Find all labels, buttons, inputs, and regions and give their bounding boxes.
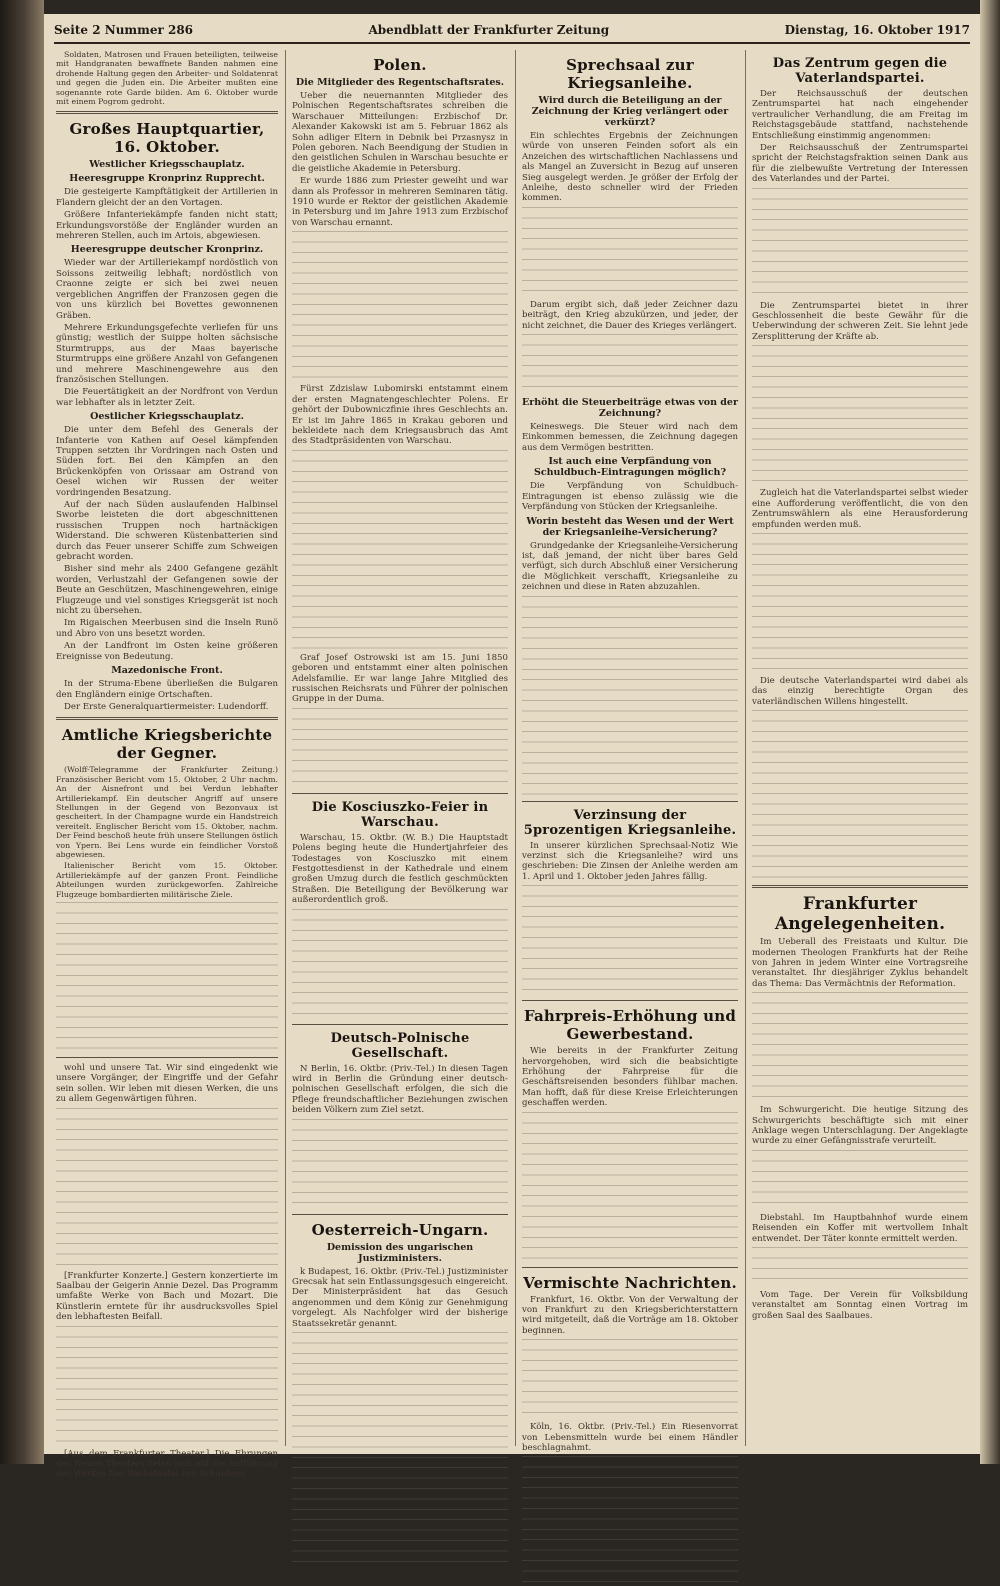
divider	[522, 1000, 738, 1001]
illegible-text-block	[522, 1456, 738, 1586]
headline-polen: Polen.	[373, 56, 427, 74]
subheading: Wird durch die Beteiligung an der Zeichnung der Krieg verlängert oder verkürzt?	[531, 95, 729, 128]
article-text: Frankfurt, 16. Oktbr. Von der Verwaltung der von Frankfurt zu den Kriegsberichterstattern wird mitgeteilt, daß die Vorträge am 18. Oktober beginnen.	[522, 1294, 738, 1336]
headline-zentrum: Das Zentrum gegen die Vaterlandspartei.	[772, 56, 948, 86]
headline-sprechsaal: Sprechsaal zur Kriegsanleihe.	[566, 56, 694, 92]
article-text: Die gesteigerte Kampftätigkeit der Artillerien in Flandern gleicht der an den Vortagen.	[56, 187, 278, 208]
article-text: Diebstahl. Im Hauptbahnhof wurde einem Reisenden ein Koffer mit wertvollem Inhalt entwendet. Der Täter konnte ermittelt werden.	[752, 1212, 968, 1244]
illegible-text-block	[752, 188, 968, 298]
subheading: Worin besteht das Wesen und der Wert der Kriegsanleihe-Versicherung?	[526, 515, 734, 538]
header-date: Dienstag, 16. Oktober 1917	[784, 23, 970, 37]
article-text: Keineswegs. Die Steuer wird nach dem Einkommen bemessen, die Zeichnung dagegen aus dem Vermögen bestritten.	[522, 422, 738, 453]
illegible-text-block	[752, 1247, 968, 1287]
headline-fahrpreis: Fahrpreis-Erhöhung und Gewerbestand.	[523, 1007, 737, 1044]
article-text: Der Reichsausschuß der deutschen Zentrumspartei hat nach eingehender vertraulicher Verhandlung, die am Freitag im Reichstagsgebäude stattfand, nachstehende Entschließung einstimmig angenommen:	[752, 89, 968, 141]
article-text: Zugleich hat die Vaterlandspartei selbst wieder eine Aufforderung veröffentlicht, die von den Zentrumswählern als eine Herausforderung empfunden werden muß.	[752, 488, 968, 530]
article-text: Graf Josef Ostrowski ist am 15. Juni 1850 geboren und entstammt einer alten polnischen Adelsfamilie. Er war lange Jahre Mitglied des russischen Reichsrats und Führer der polnischen Gruppe in der Duma.	[292, 652, 508, 705]
divider	[56, 1057, 278, 1058]
divider	[522, 801, 738, 802]
article-text: Der Reichsausschuß der Zentrumspartei spricht der Reichstagsfraktion seinen Dank aus für die zielbewußte Vertretung der Interessen des Vaterlandes und der Partei.	[752, 143, 968, 185]
divider	[752, 885, 968, 888]
article-text: [Frankfurter Konzerte.] Gestern konzertierte im Saalbau der Geigerin Annie Dezel. Das Programm umfaßte Werke von Bach und Mozart. Die Künstlerin erntete für ihr ausdrucksvolles Spiel den lebhaftesten Beifall.	[56, 1270, 278, 1323]
header-masthead: Abendblatt der Frankfurter Zeitung	[368, 23, 610, 37]
subheading: Heeresgruppe deutscher Kronprinz.	[70, 244, 264, 256]
article-text: Im Ueberall des Freistaats und Kultur. Die modernen Theologen Frankfurts hat der Reihe von Jahren in jedem Winter eine Vortragsreihe veranstaltet. Ihr diesjähriger Zyklus behandelt das Thema: Das Vermächtnis der Reformation.	[752, 937, 968, 989]
article-text: Die Verpfändung von Schuldbuch-Eintragungen ist ebenso zulässig wie die Verpfändung von Stücken der Kriegsanleihe.	[522, 481, 738, 513]
article-text: Größere Infanteriekämpfe fanden nicht statt; Erkundungsvorstöße der Engländer wurden an mehreren Stellen, auch im Artois, abgewiesen.	[56, 210, 278, 242]
article-text: Grundgedanke der Kriegsanleihe-Versicherung ist, daß jemand, der nicht über bares Geld verfügt, sich durch Abschluß einer Versicherung die Möglichkeit verschafft, Kriegsanleihe zu zeichnen und diese in Raten abzuzahlen.	[522, 540, 738, 593]
subheading: Westlicher Kriegsschauplatz.	[89, 159, 245, 171]
illegible-text-block	[56, 1108, 278, 1268]
column-3	[522, 50, 738, 1454]
illegible-text-block	[292, 450, 508, 650]
subheading: Mazedonische Front.	[111, 665, 223, 677]
subheading: Die Mitglieder des Regentschaftsrates.	[295, 77, 505, 88]
illegible-text-block	[292, 1119, 508, 1209]
illegible-text-block	[752, 345, 968, 485]
article-text: Die unter dem Befehl des Generals der Infanterie von Kathen auf Oesel kämpfenden Truppen setzten ihr Vordringen nach Osten und Süden fort. Bei den Kämpfen an den Brückenköpfen von Orissaar am Ostrand von Oesel wichen wir Russen der weiter vordringenden Besatzung.	[56, 425, 278, 498]
column-rule	[745, 50, 746, 1446]
subheading: Erhöht die Steuerbeiträge etwas von der Zeichnung?	[522, 397, 738, 420]
article-text: Köln, 16. Oktbr. (Priv.-Tel.) Ein Riesenvorrat von Lebensmitteln wurde bei einem Händler beschlagnahmt.	[522, 1422, 738, 1454]
article-text: k Budapest, 16. Oktbr. (Priv.-Tel.) Justizminister Grecsak hat sein Entlassungsgesuch eingereicht. Der Ministerpräsident hat das Gesuch angenommen und dem König zur Genehmigung vorgelegt. Als Nachfolger wird der bisherige Staatssekretär genannt.	[292, 1266, 508, 1329]
headline-kosciuszko: Die Kosciuszko-Feier in Warschau.	[311, 799, 489, 830]
article-text: Darum ergibt sich, daß jeder Zeichner dazu beiträgt, den Krieg abzukürzen, und jeder, der nicht zeichnet, die Dauer des Krieges verlängert.	[522, 299, 738, 331]
divider	[292, 1214, 508, 1215]
illegible-text-block	[56, 1326, 278, 1446]
subheading: Demission des ungarischen Justizministers.	[326, 1241, 474, 1264]
subheading: Oestlicher Kriegsschauplatz.	[90, 411, 244, 423]
column-1	[56, 50, 278, 1480]
article-text: Er wurde 1886 zum Priester geweiht und war dann als Professor in mehreren Seminaren tätig. 1910 wurde er Rektor der geistlichen Akademie in Petersburg und im Jahre 1913 zum Erzbischof von Warschau ernannt.	[292, 176, 508, 228]
article-text: Die Zentrumspartei bietet in ihrer Geschlossenheit die beste Gewähr für die Ueberwindung der schweren Zeit. Sie lehnt jede Zersplitterung der Kräfte ab.	[752, 300, 968, 342]
article-text: Die Feuertätigkeit an der Nordfront von Verdun war lebhafter als in letzter Zeit.	[56, 387, 278, 408]
article-text: Warschau, 15. Oktbr. (W. B.) Die Hauptstadt Polens beging heute die Hundertjahrfeier des Todestages von Kosciuszko mit einem Festgottesdienst in der Kathedrale und einem großen Umzug durch die festlich geschmückten Straßen. Die Beteiligung der Bevölkerung war außerordentlich groß.	[292, 832, 508, 906]
article-text: Die deutsche Vaterlandspartei wird dabei als das einzig berechtigte Organ des vaterländischen Willens hingestellt.	[752, 675, 968, 707]
headline-verzinsung: Verzinsung der 5prozentigen Kriegsanleihe.	[523, 807, 737, 838]
article-text: Ein schlechtes Ergebnis der Zeichnungen würde von unseren Feinden sofort als ein Anzeichen des wirtschaftlichen Nachlassens und als Mangel an Zuversicht in Bezug auf unseren Sieg ausgelegt werden. Je größer der Erfolg der Anleihe, desto schneller wird der Frieden kommen.	[522, 131, 738, 204]
headline-oesterreich: Oesterreich-Ungarn.	[311, 1220, 489, 1239]
subheading: Heeresgruppe Kronprinz Rupprecht.	[69, 173, 265, 185]
article-text: Fürst Zdzislaw Lubomirski entstammt einem der ersten Magnatengeschlechter Polens. Er gehört der Dubowniczfinie ihres Geschlechts an. Er ist im Jahre 1865 in Krakau geboren und bekleidete nach dem Kriegsausbruch das Amt des Stadtpräsidenten von Warschau.	[292, 384, 508, 447]
article-text: Wieder war der Artilleriekampf nordöstlich von Soissons zeitweilig lebhaft; nordöstlich von Craonne zeigte er sich bei zwei neuen vergeblichen Angriffen der Franzosen gegen die von uns kürzlich bei Bovettes gewonnenen Gräben.	[56, 258, 278, 321]
article-text: Mehrere Erkundungsgefechte verliefen für uns günstig; westlich der Suippe holten sächsische Sturmtrupps, aus der Maas bayerische Sturmtrupps eine größere Anzahl von Gefangenen und mehrere Maschinengewehre aus den französischen Stellungen.	[56, 322, 278, 385]
page-header	[54, 18, 970, 44]
article-text: Soldaten, Matrosen und Frauen beteiligten, teilweise mit Handgranaten bewaffnete Banden nahmen eine drohende Haltung gegen den Arbeiter- und Soldatenrat und gegen die Juden ein. Die Arbeiter mußten eine sogenannte rote Garde bilden. Am 6. Oktober wurde mit einem Pogrom gedroht.	[56, 50, 278, 107]
subheading: Ist auch eine Verpfändung von Schuldbuch-Eintragungen möglich?	[533, 456, 727, 479]
newspaper-page	[44, 14, 980, 1480]
column-4	[752, 50, 968, 1446]
column-2	[292, 50, 508, 1446]
article-text: Auf der nach Süden auslaufenden Halbinsel Sworbe leisteten die dort abgeschnittenen russischen Truppen noch hartnäckigen Widerstand. Die schweren Küstenbatterien sind durch das Feuer unserer Schiffe zum Schweigen gebracht worden.	[56, 500, 278, 563]
book-binding	[0, 0, 44, 1464]
illegible-text-block	[522, 1112, 738, 1262]
article-text: In der Struma-Ebene überließen die Bulgaren den Engländern einige Ortschaften.	[56, 679, 278, 700]
illegible-text-block	[752, 710, 968, 880]
illegible-text-block	[56, 902, 278, 1052]
illegible-text-block	[752, 992, 968, 1102]
article-text: Wie bereits in der Frankfurter Zeitung hervorgehoben, wird sich die beabsichtigte Erhöhung der Fahrpreise für die Geschäftsreisenden besonders fühlbar machen. Man hofft, daß für diese Kreise Erleichterungen geschaffen werden.	[522, 1046, 738, 1109]
article-text: Im Rigaischen Meerbusen sind die Inseln Runö und Abro von uns besetzt worden.	[56, 618, 278, 639]
headline-hauptquartier: Großes Hauptquartier, 16. Oktober.	[69, 120, 265, 157]
article-text: In unserer kürzlichen Sprechsaal-Notiz Wie verzinst sich die Kriegsanleihe? wird uns geschrieben: Die Zinsen der Anleihe werden am 1. April und 1. Oktober jeden Jahres fällig.	[522, 840, 738, 882]
article-signature: Der Erste Generalquartiermeister: Ludendorff.	[64, 701, 269, 712]
article-text: wohl und unsere Tat. Wir sind eingedenkt wie unsere Vorgänger, der Eingriffe und der Gefahr sein sollen. Wir leben mit diesen Werken, die uns zu allem Gegenwärtigen führen.	[56, 1063, 278, 1105]
illegible-text-block	[752, 1150, 968, 1210]
column-rule	[285, 50, 286, 1446]
illegible-text-block	[522, 596, 738, 796]
divider	[292, 1024, 508, 1025]
illegible-text-block	[522, 1339, 738, 1419]
illegible-text-block	[292, 231, 508, 381]
headline-vermischte: Vermischte Nachrichten.	[523, 1273, 737, 1292]
article-text: Vom Tage. Der Verein für Volksbildung veranstaltet am Sonntag einen Vortrag im großen Saal des Saalbaues.	[752, 1290, 968, 1321]
headline-gesellschaft: Deutsch-Polnische Gesellschaft.	[330, 1030, 470, 1061]
header-page-number: Seite 2 Nummer 286	[54, 23, 194, 37]
illegible-text-block	[292, 1332, 508, 1562]
article-text: N Berlin, 16. Oktbr. (Priv.-Tel.) In diesen Tagen wird in Berlin die Gründung einer deutsch-polnischen Gesellschaft erfolgen, die sich die Pflege freundschaftlicher Beziehungen zwischen beiden Völkern zum Ziel setzt.	[292, 1063, 508, 1116]
divider	[56, 717, 278, 720]
illegible-text-block	[522, 334, 738, 394]
article-text: (Wolff-Telegramme der Frankfurter Zeitung.) Französischer Bericht vom 15. Oktober, 2 Uhr nachm. An der Aisnefront und bei Verdun lebhafter Artilleriekampf. Ein deutscher Angriff auf unsere Stellungen in der Gegend von Bezonvaux ist gescheitert. In der Champagne wurde ein Handstreich vereitelt. Englischer Bericht vom 15. Oktober, nachm. Der Feind beschoß heute früh unsere Stellungen östlich von Ypern. Bei Lens wurde ein feindlicher Vorstoß abgewiesen.	[56, 765, 278, 859]
article-text: [Aus dem Frankfurter Theater.] Die Ehrungen des Neuen Theaters fielen sich auf die Aufführung des Werkes Der Weibsteufel von Schönherr.	[56, 1448, 278, 1480]
article-text: Im Schwurgericht. Die heutige Sitzung des Schwurgerichts beschäftigte sich mit einer Anklage wegen Unterschlagung. Der Angeklagte wurde zu einer Gefängnisstrafe verurteilt.	[752, 1105, 968, 1147]
page-edge	[980, 0, 1000, 1464]
illegible-text-block	[522, 885, 738, 995]
divider	[292, 793, 508, 794]
illegible-text-block	[752, 533, 968, 673]
article-text: Italienischer Bericht vom 15. Oktober. Artilleriekämpfe auf der ganzen Front. Feindliche Abteilungen wurden zurückgeworfen. Zahlreiche Flugzeuge bombardierten militärische Ziele.	[56, 861, 278, 899]
illegible-text-block	[522, 207, 738, 297]
divider	[522, 1267, 738, 1268]
divider	[56, 111, 278, 114]
headline-gegner: Amtliche Kriegsberichte der Gegner.	[61, 726, 273, 763]
column-rule	[515, 50, 516, 1446]
article-text: An der Landfront im Osten keine größeren Ereignisse von Bedeutung.	[56, 641, 278, 662]
article-text: Ueber die neuernannten Mitglieder des Polnischen Regentschaftsrates schreiben die Warschauer Mitteilungen: Erzbischof Dr. Alexander Kakowski ist am 5. Februar 1862 als Sohn adliger Eltern in Debnik bei Przasnysz in Polen geboren. Nach Beendigung der Studien in den geistlichen Schulen in Warschau besuchte er die geistliche Akademie in Petersburg.	[292, 91, 508, 174]
article-text: Bisher sind mehr als 2400 Gefangene gezählt worden, Verlustzahl der Gefangenen sowie der Beute an Geschützen, Maschinengewehren, einige Flugzeuge und viel sonstiges Kriegsgerät ist noch nicht zu übersehen.	[56, 564, 278, 617]
illegible-text-block	[292, 708, 508, 788]
headline-frankfurter: Frankfurter Angelegenheiten.	[774, 894, 946, 935]
illegible-text-block	[292, 909, 508, 1019]
